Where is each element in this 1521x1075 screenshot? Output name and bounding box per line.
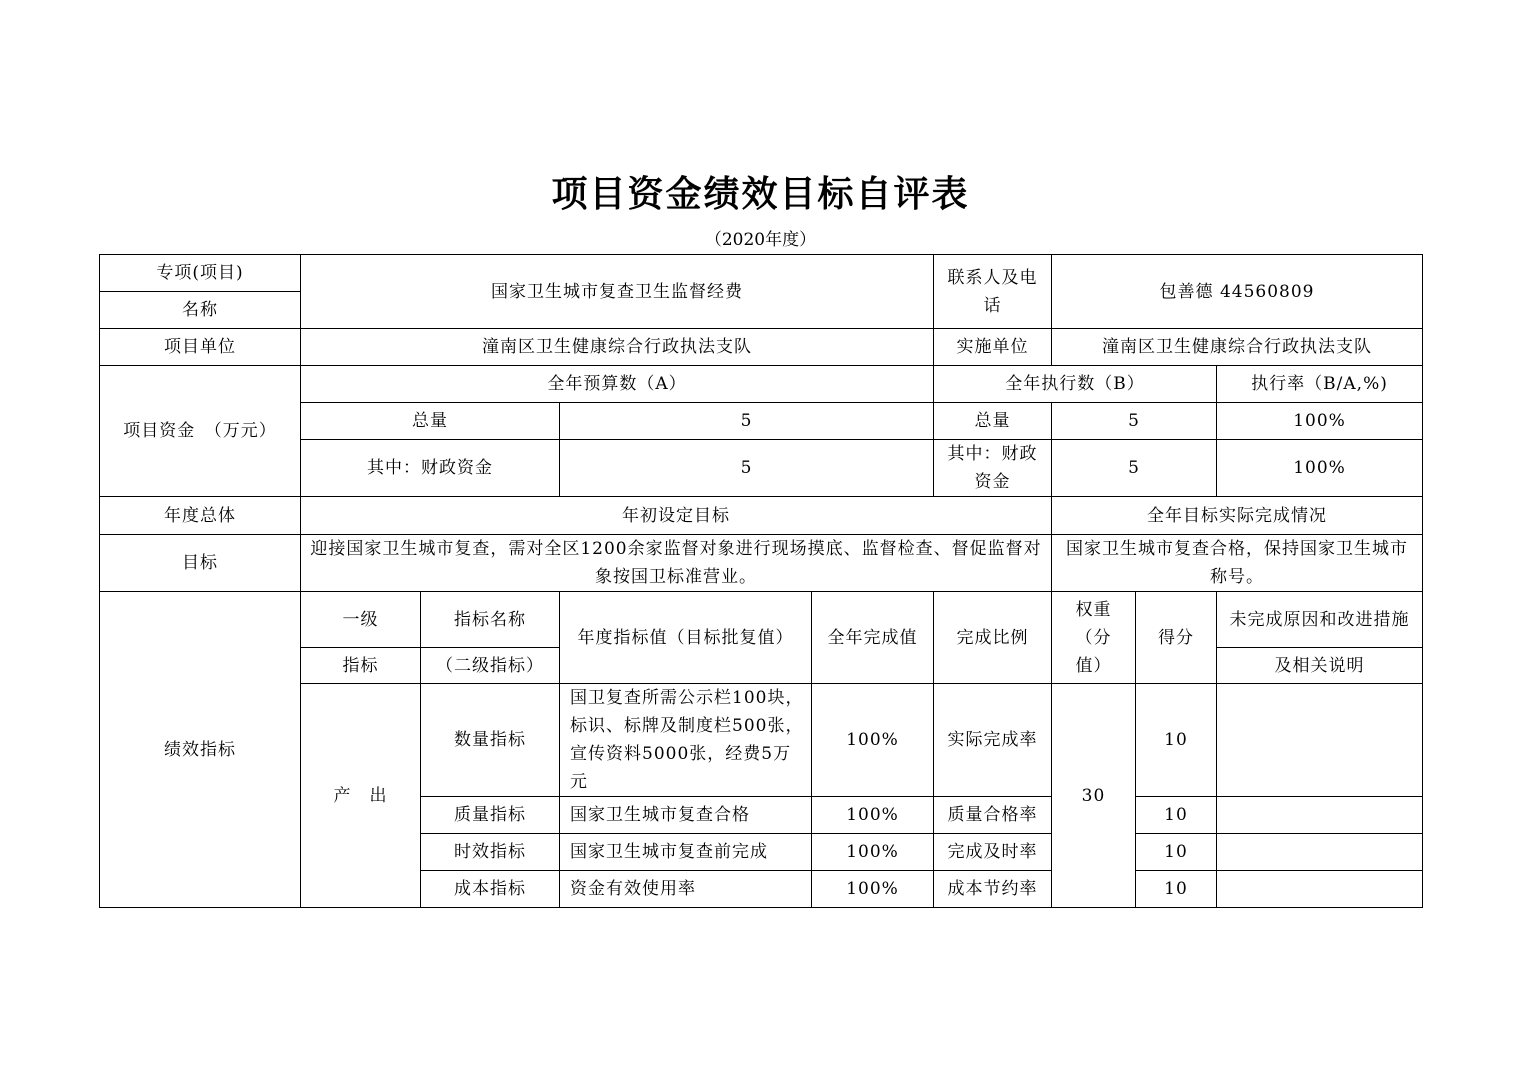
contact-value: 包善德 44560809	[1052, 255, 1423, 329]
actual-goal-header: 全年目标实际完成情况	[1052, 497, 1423, 535]
indicator-complete: 100%	[812, 684, 934, 797]
indicator-name: 质量指标	[421, 797, 560, 834]
indicator-target: 国家卫生城市复查前完成	[560, 834, 812, 871]
indicator-note	[1217, 834, 1423, 871]
fiscal-exec-label: 其中：财政资金	[934, 440, 1052, 497]
indicator-complete: 100%	[812, 871, 934, 908]
page-title: 项目资金绩效目标自评表	[551, 174, 970, 215]
indicator-category: 产 出	[301, 684, 421, 908]
fiscal-label: 其中：财政资金	[301, 440, 560, 497]
indicator-target: 资金有效使用率	[560, 871, 812, 908]
project-unit-value: 潼南区卫生健康综合行政执法支队	[301, 329, 934, 366]
actual-goal-text: 国家卫生城市复查合格，保持国家卫生城市称号。	[1052, 535, 1423, 592]
goals-label-line2: 目标	[100, 535, 301, 592]
indicator-score: 10	[1136, 834, 1217, 871]
col-ratio: 完成比例	[934, 592, 1052, 684]
project-label-line1: 专项(项目)	[100, 255, 301, 292]
indicator-complete: 100%	[812, 834, 934, 871]
indicator-score: 10	[1136, 797, 1217, 834]
impl-unit-value: 潼南区卫生健康综合行政执法支队	[1052, 329, 1423, 366]
project-name: 国家卫生城市复查卫生监督经费	[301, 255, 934, 329]
indicator-name: 数量指标	[421, 684, 560, 797]
exec-header: 全年执行数（B）	[934, 366, 1217, 403]
indicator-note	[1217, 871, 1423, 908]
year-subtitle: （2020年度）	[704, 230, 817, 250]
rate-header: 执行率（B/A,%)	[1217, 366, 1423, 403]
col-name-1: 指标名称	[421, 592, 560, 648]
total-budget: 5	[560, 403, 934, 440]
evaluation-table	[99, 254, 1423, 908]
initial-goal-header: 年初设定目标	[301, 497, 1052, 535]
col-score: 得分	[1136, 592, 1217, 684]
total-exec-label: 总量	[934, 403, 1052, 440]
total-exec: 5	[1052, 403, 1217, 440]
project-label-line2: 名称	[100, 292, 301, 329]
col-weight: 权重（分值）	[1052, 592, 1136, 684]
indicator-complete: 100%	[812, 797, 934, 834]
col-target: 年度指标值（目标批复值）	[560, 592, 812, 684]
col-name-2: （二级指标）	[421, 648, 560, 684]
initial-goal-text: 迎接国家卫生城市复查，需对全区1200余家监督对象进行现场摸底、监督检查、督促监督对象按国卫标准营业。	[301, 535, 1052, 592]
indicator-name: 时效指标	[421, 834, 560, 871]
indicator-target: 国卫复查所需公示栏100块，标识、标牌及制度栏500张，宣传资料5000张，经费5万元	[560, 684, 812, 797]
indicator-target: 国家卫生城市复查合格	[560, 797, 812, 834]
budget-header: 全年预算数（A）	[301, 366, 934, 403]
goals-label-line1: 年度总体	[100, 497, 301, 535]
contact-label: 联系人及电话	[934, 255, 1052, 329]
indicator-ratio: 实际完成率	[934, 684, 1052, 797]
fiscal-exec: 5	[1052, 440, 1217, 497]
total-label: 总量	[301, 403, 560, 440]
col-level-1: 一级	[301, 592, 421, 648]
project-unit-label: 项目单位	[100, 329, 301, 366]
total-rate: 100%	[1217, 403, 1423, 440]
indicator-name: 成本指标	[421, 871, 560, 908]
indicator-score: 10	[1136, 871, 1217, 908]
col-reason-2: 及相关说明	[1217, 648, 1423, 684]
indicator-weight: 30	[1052, 684, 1136, 908]
funds-label: 项目资金 （万元）	[100, 366, 301, 497]
indicator-ratio: 成本节约率	[934, 871, 1052, 908]
col-level-2: 指标	[301, 648, 421, 684]
indicator-note	[1217, 684, 1423, 797]
col-reason-1: 未完成原因和改进措施	[1217, 592, 1423, 648]
impl-unit-label: 实施单位	[934, 329, 1052, 366]
fiscal-budget: 5	[560, 440, 934, 497]
indicator-note	[1217, 797, 1423, 834]
col-complete: 全年完成值	[812, 592, 934, 684]
indicator-ratio: 质量合格率	[934, 797, 1052, 834]
fiscal-rate: 100%	[1217, 440, 1423, 497]
indicators-label: 绩效指标	[100, 592, 301, 908]
indicator-ratio: 完成及时率	[934, 834, 1052, 871]
indicator-score: 10	[1136, 684, 1217, 797]
